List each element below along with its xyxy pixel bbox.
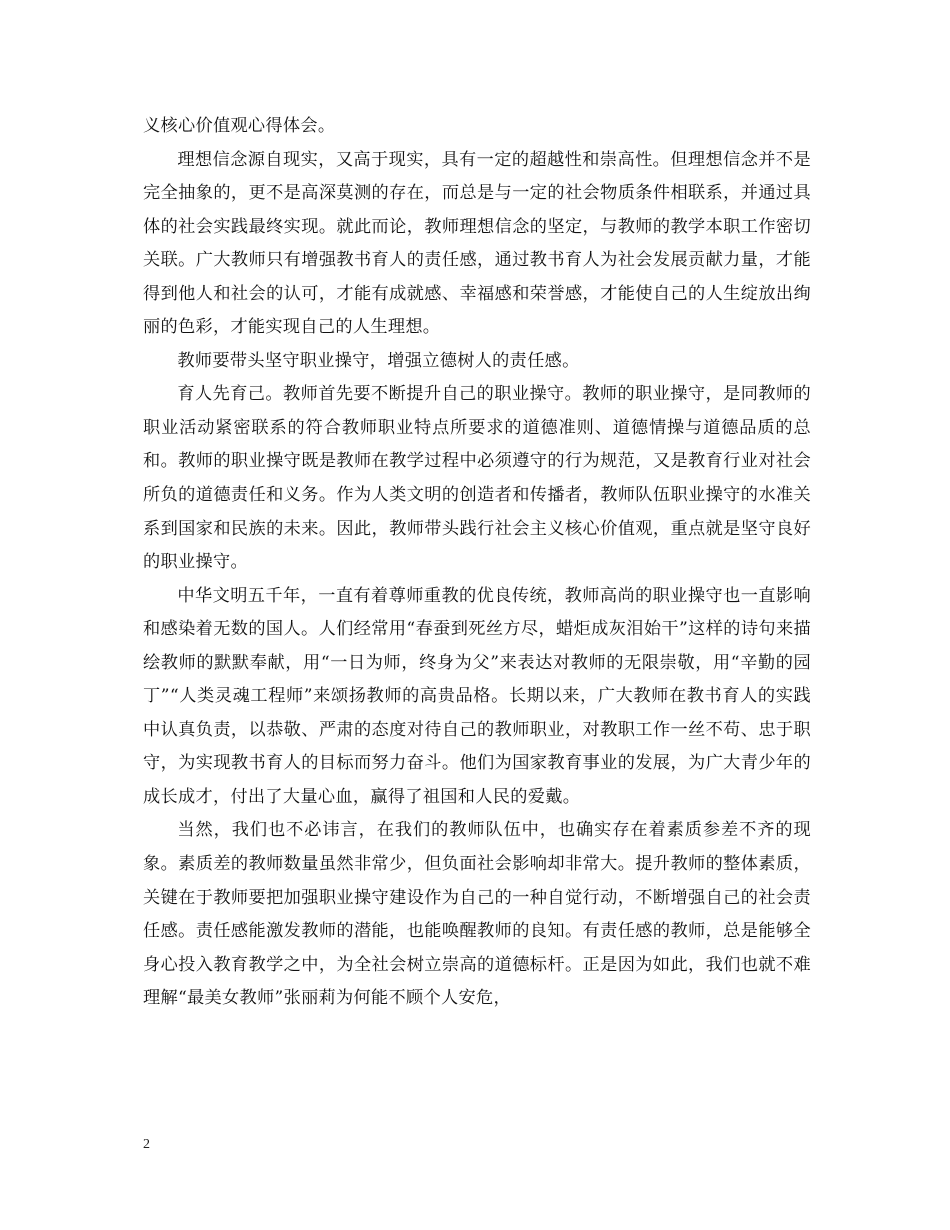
- paragraph-chinese-tradition: 中华文明五千年，一直有着尊师重教的优良传统，教师高尚的职业操守也一直影响和感染着无数的国人。人们经常用“春蚕到死丝方尽，蜡炬成灰泪始干”这样的诗句来描绘教师的默默奉献，用“一日为师，终身为父”来表达对教师的无限崇敬，用“辛勤的园丁”“人类灵魂工程师”来颂扬教师的高贵品格。长期以来，广大教师在教书育人的实践中认真负责，以恭敬、严肃的态度对待自己的教师职业，对教职工作一丝不苟、忠于职守，为实现教书育人的目标而努力奋斗。他们为国家教育事业的发展，为广大青少年的成长成才，付出了大量心血，赢得了祖国和人民的爱戴。: [143, 585, 811, 807]
- paragraph-cultivate-self: 育人先育己。教师首先要不断提升自己的职业操守。教师的职业操守，是同教师的职业活动紧密联系的符合教师职业特点所要求的道德准则、道德情操与道德品质的总和。教师的职业操守既是教师在教学过程中必须遵守的行为规范，又是教育行业对社会所负的道德责任和义务。作为人类文明的创造者和传播者，教师队伍职业操守的水准关系到国家和民族的未来。因此，教师带头践行社会主义核心价值观，重点就是坚守良好的职业操守。: [143, 384, 811, 573]
- section-heading-professional-ethics: 教师要带头坚守职业操守，增强立德树人的责任感。: [177, 350, 580, 371]
- document-body: [143, 110, 811, 1016]
- paragraph-continuation: 义核心价值观心得体会。: [143, 116, 336, 136]
- paragraph-ideals-and-beliefs: 理想信念源自现实，又高于现实，具有一定的超越性和崇高性。但理想信念并不是完全抽象的，更不是高深莫测的存在，而总是与一定的社会物质条件相联系，并通过具体的社会实践最终实现。就此而论，教师理想信念的坚定，与教师的教学本职工作密切关联。广大教师只有增强教书育人的责任感，通过教书育人为社会发展贡献力量，才能得到他人和社会的认可，才能有成就感、幸福感和荣誉感，才能使自己的人生绽放出绚丽的色彩，才能实现自己的人生理想。: [143, 149, 811, 338]
- page-number: 2: [143, 1137, 150, 1152]
- paragraph-teacher-quality: 当然，我们也不必讳言，在我们的教师队伍中，也确实存在着素质参差不齐的现象。素质差的教师数量虽然非常少，但负面社会影响却非常大。提升教师的整体素质，关键在于教师要把加强职业操守建设作为自己的一种自觉行动，不断增强自己的社会责任感。责任感能激发教师的潜能，也能唤醒教师的良知。有责任感的教师，总是能够全身心投入教育教学之中，为全社会树立崇高的道德标杆。正是因为如此，我们也就不难理解“最美女教师”张丽莉为何能不顾个人安危，: [143, 820, 811, 1009]
